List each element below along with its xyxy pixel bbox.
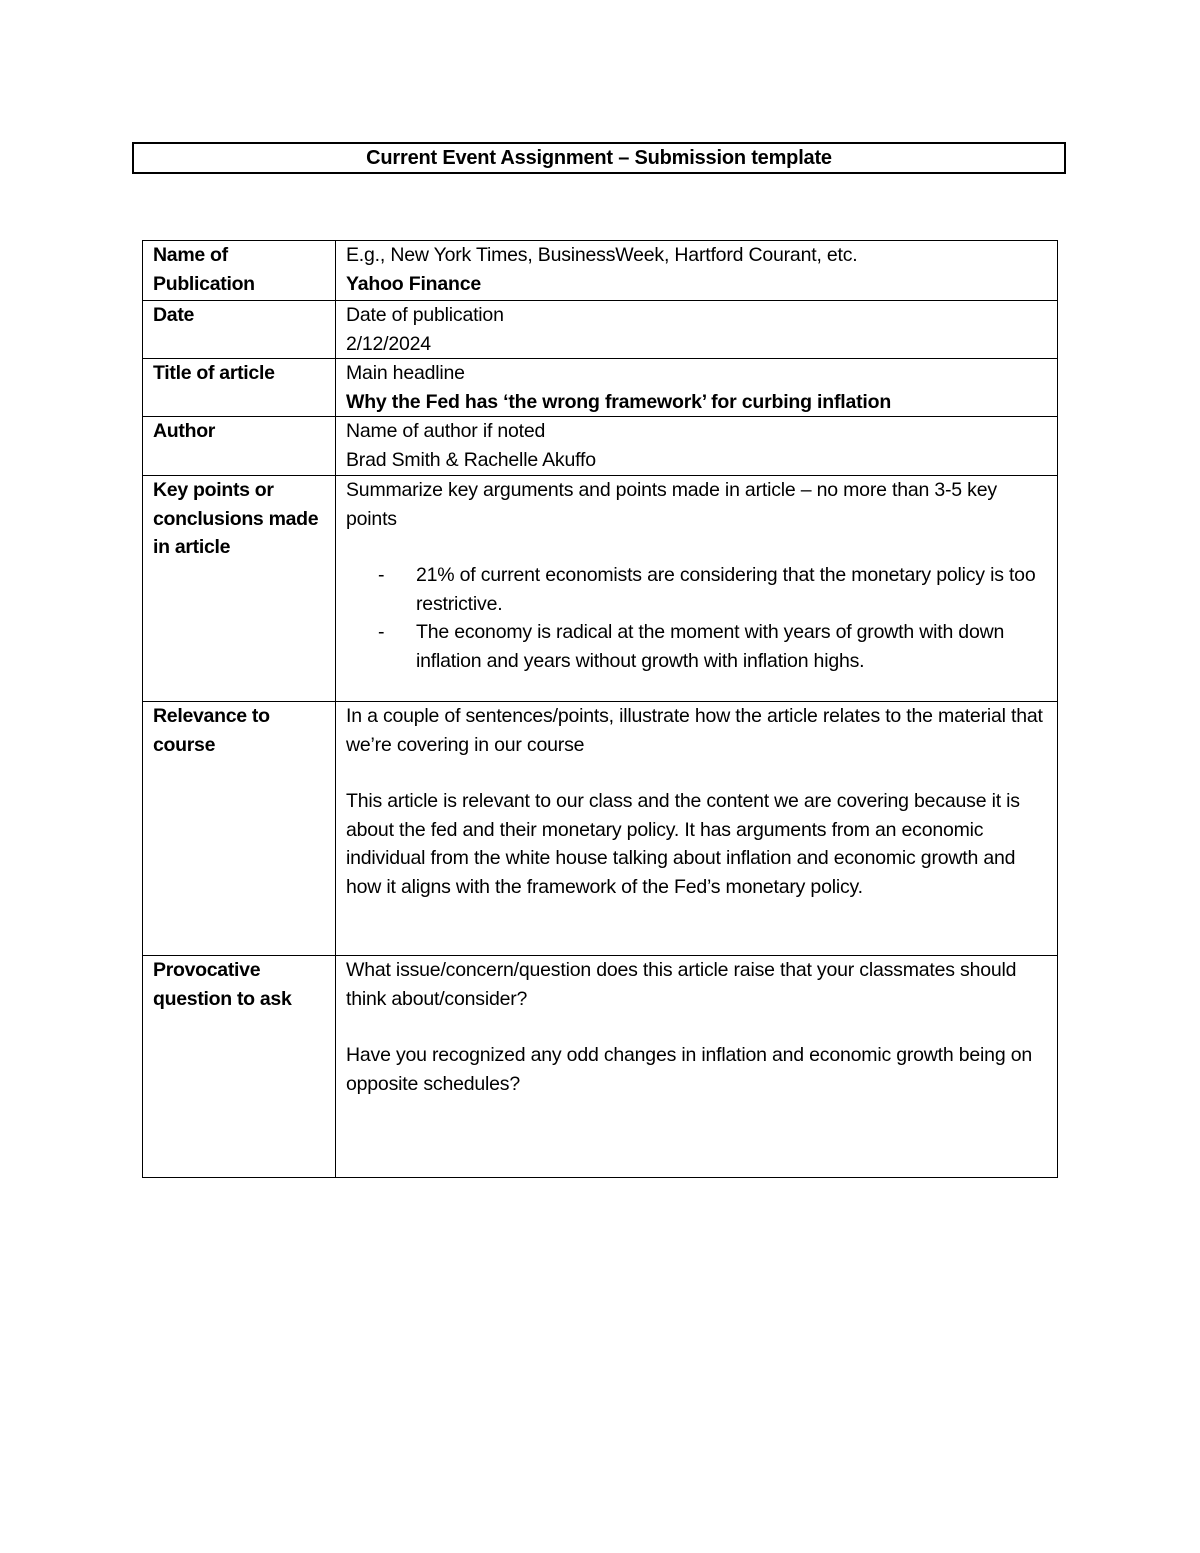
answer-relevance: This article is relevant to our class and the content we are covering because it is about the fed and their monetary policy. It has arguments from an economic individual from the white house talking about inflation and economic growth and how it aligns with the framework of the Fed’s monetary policy.: [346, 790, 1020, 898]
answer-date: 2/12/2024: [346, 332, 431, 355]
row-question: [143, 956, 1058, 1178]
answer-author: Brad Smith & Rachelle Akuffo: [346, 448, 596, 471]
prompt-question: What issue/concern/question does this article raise that your classmates should think about/consider?: [346, 959, 1017, 1010]
row-author: [143, 417, 1058, 476]
prompt-publication: E.g., New York Times, BusinessWeek, Hartford Courant, etc.: [346, 244, 858, 266]
row-relevance: [143, 702, 1058, 956]
row-key-points: [143, 476, 1058, 702]
label-relevance: Relevance to course: [143, 702, 336, 956]
label-author: Author: [143, 417, 336, 476]
prompt-key-points: Summarize key arguments and points made in article – no more than 3-5 key points: [346, 479, 997, 530]
cell-author: [336, 417, 1058, 476]
answer-title: Why the Fed has ‘the wrong framework’ for curbing inflation: [346, 390, 892, 413]
prompt-date: Date of publication: [346, 304, 504, 326]
row-publication: [143, 241, 1058, 301]
prompt-title: Main headline: [346, 362, 465, 384]
cell-date: [336, 301, 1058, 359]
label-question: Provocative question to ask: [143, 956, 336, 1178]
key-point-item: - The economy is radical at the moment with years of growth with down inflation and years without growth with inflation highs.: [378, 618, 1049, 675]
answer-question: Have you recognized any odd changes in inflation and economic growth being on opposite schedules?: [346, 1044, 1032, 1095]
cell-question: [336, 956, 1058, 1178]
submission-table: [142, 240, 1058, 1178]
key-point-item: - 21% of current economists are considering that the monetary policy is too restrictive.: [378, 561, 1049, 618]
cell-publication: [336, 241, 1058, 301]
document-title: Current Event Assignment – Submission template: [132, 142, 1066, 174]
key-points-list: [346, 561, 1049, 675]
cell-relevance: [336, 702, 1058, 956]
cell-key-points: [336, 476, 1058, 702]
label-publication: Name of Publication: [143, 241, 336, 301]
cell-title: [336, 359, 1058, 417]
prompt-author: Name of author if noted: [346, 420, 546, 442]
label-title: Title of article: [143, 359, 336, 417]
label-key-points: Key points or conclusions made in article: [143, 476, 336, 702]
row-date: [143, 301, 1058, 359]
label-date: Date: [143, 301, 336, 359]
row-title: [143, 359, 1058, 417]
answer-publication: Yahoo Finance: [346, 272, 482, 295]
prompt-relevance: In a couple of sentences/points, illustrate how the article relates to the material that we’re covering in our course: [346, 705, 1043, 756]
